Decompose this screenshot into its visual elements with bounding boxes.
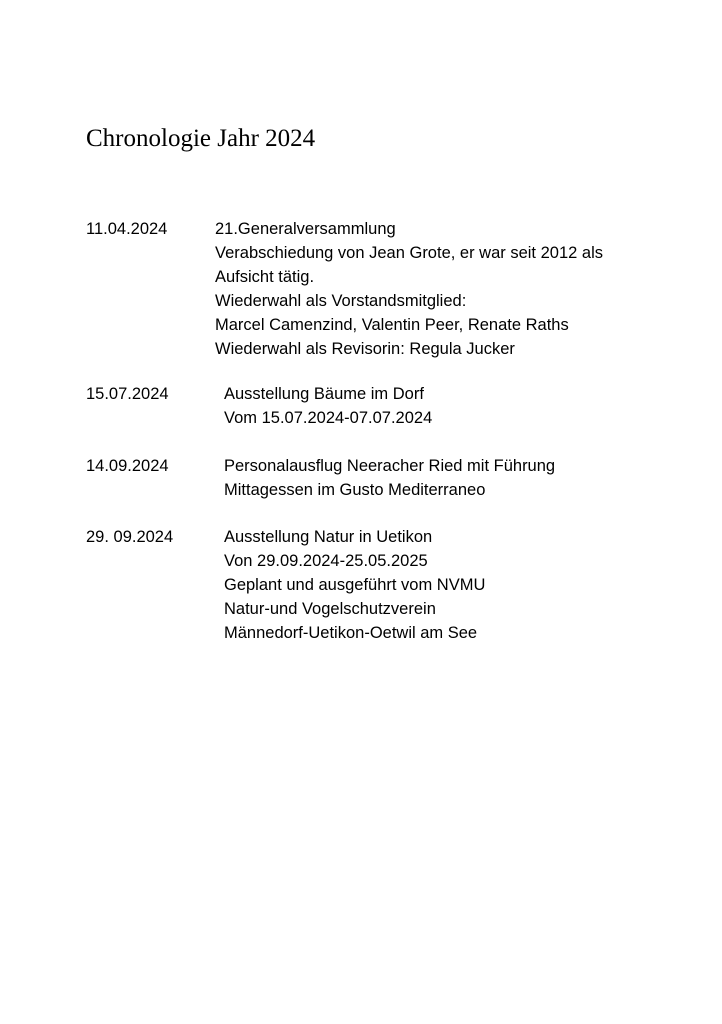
entry-line: 21.Generalversammlung <box>215 220 396 238</box>
entry-description <box>224 382 432 430</box>
entry-description <box>224 454 555 502</box>
entry-line: Ausstellung Natur in Uetikon <box>224 528 433 546</box>
entry-line: Marcel Camenzind, Valentin Peer, Renate Raths <box>215 316 569 334</box>
entry-line: Aufsicht tätig. <box>215 268 315 286</box>
entry-date: 15.07.2024 <box>86 385 169 403</box>
entry-date: 11.04.2024 <box>86 220 168 238</box>
entry-line: Natur-und Vogelschutzverein <box>224 600 436 618</box>
entry-line: Personalausflug Neeracher Ried mit Führung <box>224 457 556 475</box>
entry-line: Wiederwahl als Vorstandsmitglied: <box>215 292 467 310</box>
entry-line: Ausstellung Bäume im Dorf <box>224 385 424 403</box>
entry-description <box>224 525 485 645</box>
entry-line: Von 29.09.2024-25.05.2025 <box>224 552 428 570</box>
entry-line: Verabschiedung von Jean Grote, er war seit 2012 als <box>215 244 603 262</box>
page-title: Chronologie Jahr 2024 <box>86 125 316 152</box>
entry-description <box>215 217 603 361</box>
entry-date: 29. 09.2024 <box>86 528 174 546</box>
entry-line: Männedorf-Uetikon-Oetwil am See <box>224 624 478 642</box>
entry-line: Wiederwahl als Revisorin: Regula Jucker <box>215 340 515 358</box>
entry-line: Vom 15.07.2024-07.07.2024 <box>224 409 433 427</box>
entry-date: 14.09.2024 <box>86 457 169 475</box>
entry-line: Mittagessen im Gusto Mediterraneo <box>224 481 486 499</box>
entry-line: Geplant und ausgeführt vom NVMU <box>224 576 486 594</box>
